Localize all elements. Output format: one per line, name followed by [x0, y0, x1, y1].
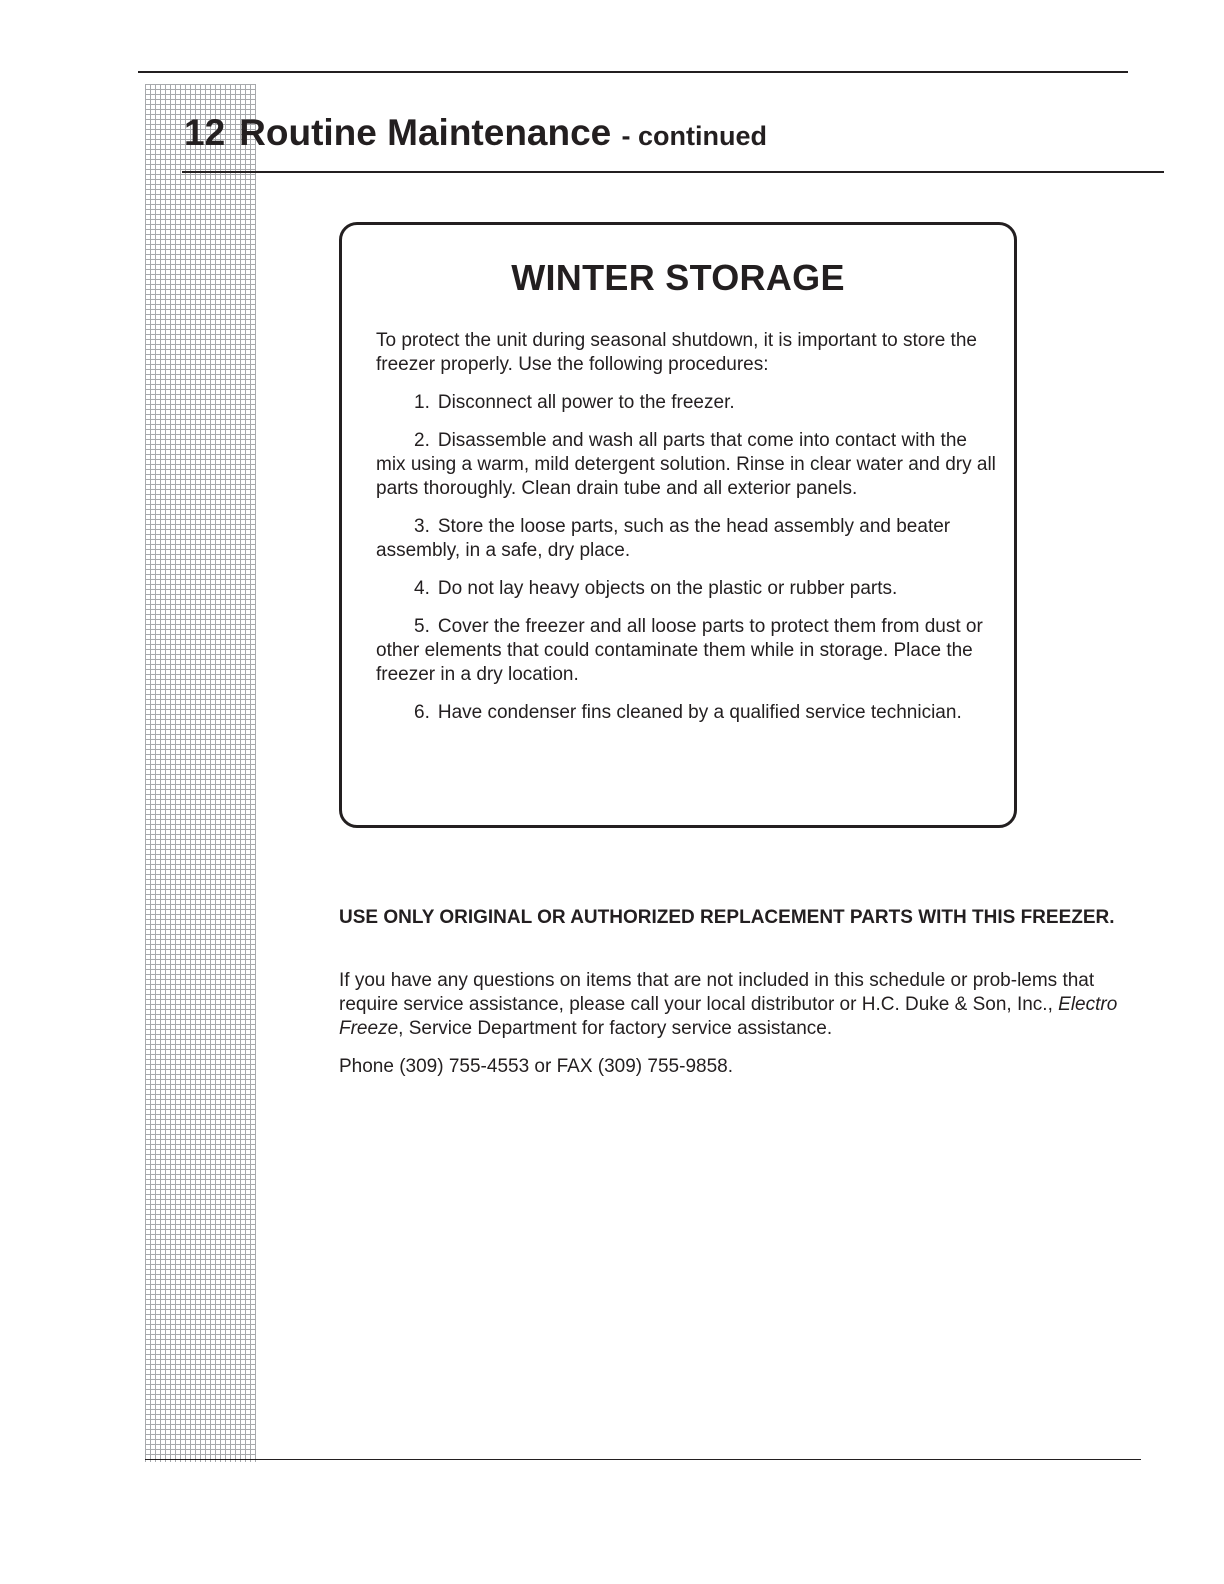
- storage-step: [376, 615, 998, 687]
- storage-step: [376, 577, 998, 601]
- grid-margin-strip: [145, 84, 256, 1462]
- title-rule: [182, 171, 1164, 173]
- step-number: 3.: [414, 516, 430, 537]
- section-title: [184, 110, 767, 159]
- storage-step: [376, 701, 998, 725]
- bottom-rule: [145, 1459, 1141, 1460]
- storage-step: [376, 391, 998, 415]
- section-title-text: Routine Maintenance: [239, 112, 612, 153]
- step-text: Disconnect all power to the freezer.: [437, 392, 735, 413]
- step-number: 5.: [414, 616, 430, 637]
- storage-step: [376, 429, 998, 501]
- continued-label: - continued: [621, 121, 768, 151]
- step-number: 2.: [414, 430, 430, 451]
- step-text: Store the loose parts, such as the head assembly and beater assembly, in a safe, dry place.: [376, 516, 951, 561]
- winter-storage-box: [339, 222, 1017, 828]
- contact-line: Phone (309) 755-4553 or FAX (309) 755-9858.: [339, 1056, 733, 1077]
- winter-storage-body: [376, 329, 998, 739]
- step-text: Disassemble and wash all parts that come into contact with the mix using a warm, mild detergent solution. Rinse in clear water and dry all parts thoroughly. Clean drain tube and all exterior panels.: [376, 430, 996, 499]
- service-info-text: If you have any questions on items that are not included in this schedule or prob-lems that require service assistance, please call your local distributor or H.C. Duke & Son, Inc.,: [339, 970, 1095, 1015]
- step-number: 1.: [414, 392, 430, 413]
- top-rule: [138, 71, 1128, 73]
- winter-storage-intro: To protect the unit during seasonal shutdown, it is important to store the freezer properly. Use the following procedures:: [376, 330, 977, 375]
- step-number: 4.: [414, 578, 430, 599]
- step-text: Cover the freezer and all loose parts to protect them from dust or other elements that could contaminate them while in storage. Place the freezer in a dry location.: [376, 616, 983, 685]
- replacement-parts-notice: USE ONLY ORIGINAL OR AUTHORIZED REPLACEMENT PARTS WITH THIS FREEZER.: [339, 907, 1115, 928]
- service-info-text-end: , Service Department for factory service assistance.: [398, 1018, 833, 1039]
- step-number: 6.: [414, 702, 430, 723]
- step-text: Do not lay heavy objects on the plastic or rubber parts.: [437, 578, 898, 599]
- storage-step: [376, 515, 998, 563]
- step-text: Have condenser fins cleaned by a qualified service technician.: [437, 702, 962, 723]
- winter-storage-title: WINTER STORAGE: [511, 257, 845, 298]
- brand-name: Electro Freeze: [339, 994, 1118, 1039]
- service-info-paragraph: [339, 969, 1129, 1041]
- section-number: 12: [184, 112, 226, 153]
